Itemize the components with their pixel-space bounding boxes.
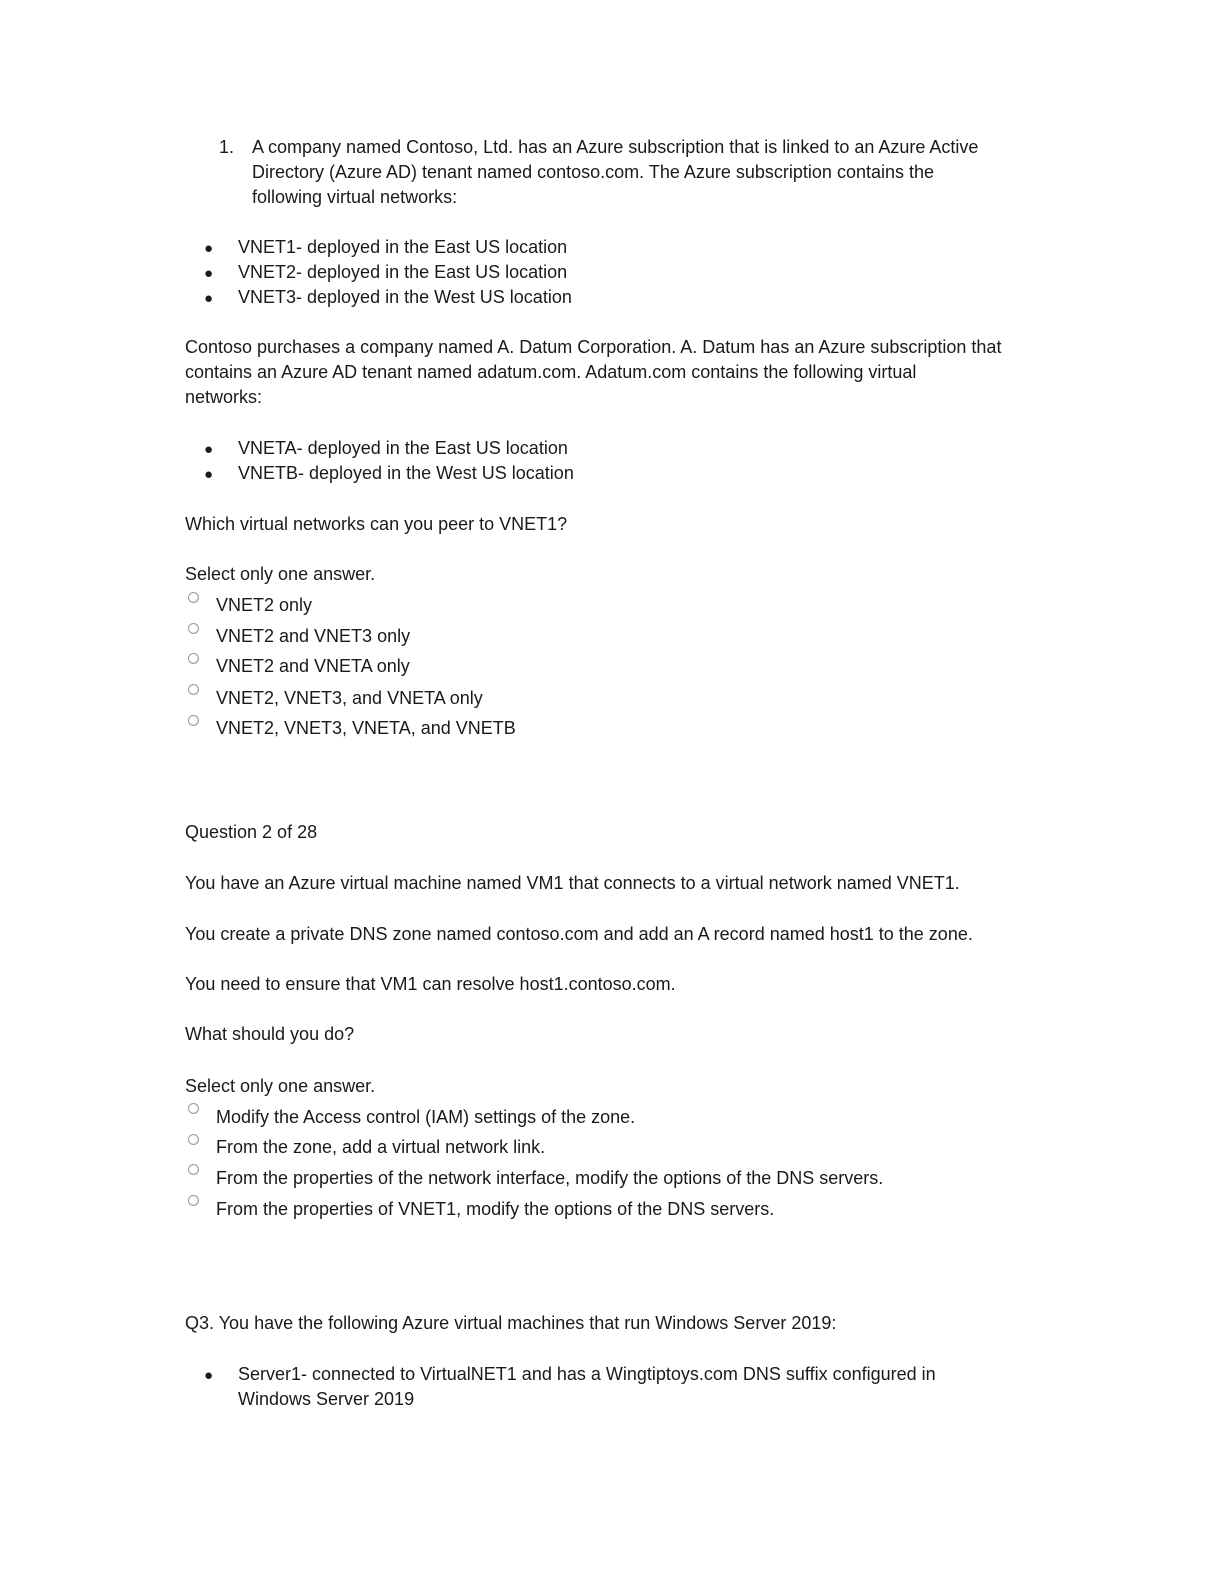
purchase-line-1: Contoso purchases a company named A. Datum Corporation. A. Datum has an Azure subscription that [185,337,1002,357]
q1-option-3-radio[interactable] [188,653,199,664]
q2-option-2-radio[interactable] [188,1134,199,1145]
bullet-icon: ● [204,240,214,257]
q1-option-5-radio[interactable] [188,715,199,726]
q2-paragraph-3: You need to ensure that VM1 can resolve host1.contoso.com. [185,974,676,994]
bullet-icon: ● [204,290,214,307]
q2-instruction: Select only one answer. [185,1076,376,1096]
q2-option-1-label: Modify the Access control (IAM) settings of the zone. [216,1107,636,1127]
q2-option-3-radio[interactable] [188,1164,199,1175]
q1-instruction: Select only one answer. [185,564,376,584]
adatum-network-1: VNETA- deployed in the East US location [238,438,568,458]
contoso-network-1: VNET1- deployed in the East US location [238,237,568,257]
q1-option-2-label: VNET2 and VNET3 only [216,626,411,646]
q3-intro: Q3. You have the following Azure virtual machines that run Windows Server 2019: [185,1313,837,1333]
q2-paragraph-1: You have an Azure virtual machine named VM1 that connects to a virtual network named VNET1. [185,873,960,893]
q1-option-4-label: VNET2, VNET3, and VNETA only [216,688,483,708]
q1-option-5-label: VNET2, VNET3, VNETA, and VNETB [216,718,516,738]
q1-option-3-label: VNET2 and VNETA only [216,656,410,676]
q1-text-line-3: following virtual networks: [252,187,458,207]
adatum-network-2: VNETB- deployed in the West US location [238,463,574,483]
q2-paragraph-4: What should you do? [185,1024,355,1044]
contoso-network-3: VNET3- deployed in the West US location [238,287,572,307]
bullet-icon: ● [204,441,214,458]
purchase-line-2: contains an Azure AD tenant named adatum.com. Adatum.com contains the following virtual [185,362,917,382]
q2-option-3-label: From the properties of the network interface, modify the options of the DNS servers. [216,1168,884,1188]
bullet-icon: ● [204,466,214,483]
q1-text-line-1: A company named Contoso, Ltd. has an Azure subscription that is linked to an Azure Active [252,137,979,157]
q1-number: 1. [219,137,235,157]
q3-bullet-1-line-2: Windows Server 2019 [238,1389,415,1409]
bullet-icon: ● [204,1367,214,1384]
contoso-network-2: VNET2- deployed in the East US location [238,262,568,282]
q2-option-2-label: From the zone, add a virtual network link. [216,1137,546,1157]
q2-option-4-label: From the properties of VNET1, modify the options of the DNS servers. [216,1199,775,1219]
q2-option-4-radio[interactable] [188,1195,199,1206]
q2-paragraph-2: You create a private DNS zone named contoso.com and add an A record named host1 to the zone. [185,924,973,944]
purchase-line-3: networks: [185,387,263,407]
bullet-icon: ● [204,265,214,282]
q3-bullet-1-line-1: Server1- connected to VirtualNET1 and has a Wingtiptoys.com DNS suffix configured in [238,1364,936,1384]
q2-header: Question 2 of 28 [185,822,318,842]
q2-option-1-radio[interactable] [188,1103,199,1114]
q1-text-line-2: Directory (Azure AD) tenant named contoso.com. The Azure subscription contains the [252,162,935,182]
q1-option-1-label: VNET2 only [216,595,313,615]
q1-question: Which virtual networks can you peer to VNET1? [185,514,568,534]
q1-option-4-radio[interactable] [188,684,199,695]
q1-option-2-radio[interactable] [188,623,199,634]
q1-option-1-radio[interactable] [188,592,199,603]
